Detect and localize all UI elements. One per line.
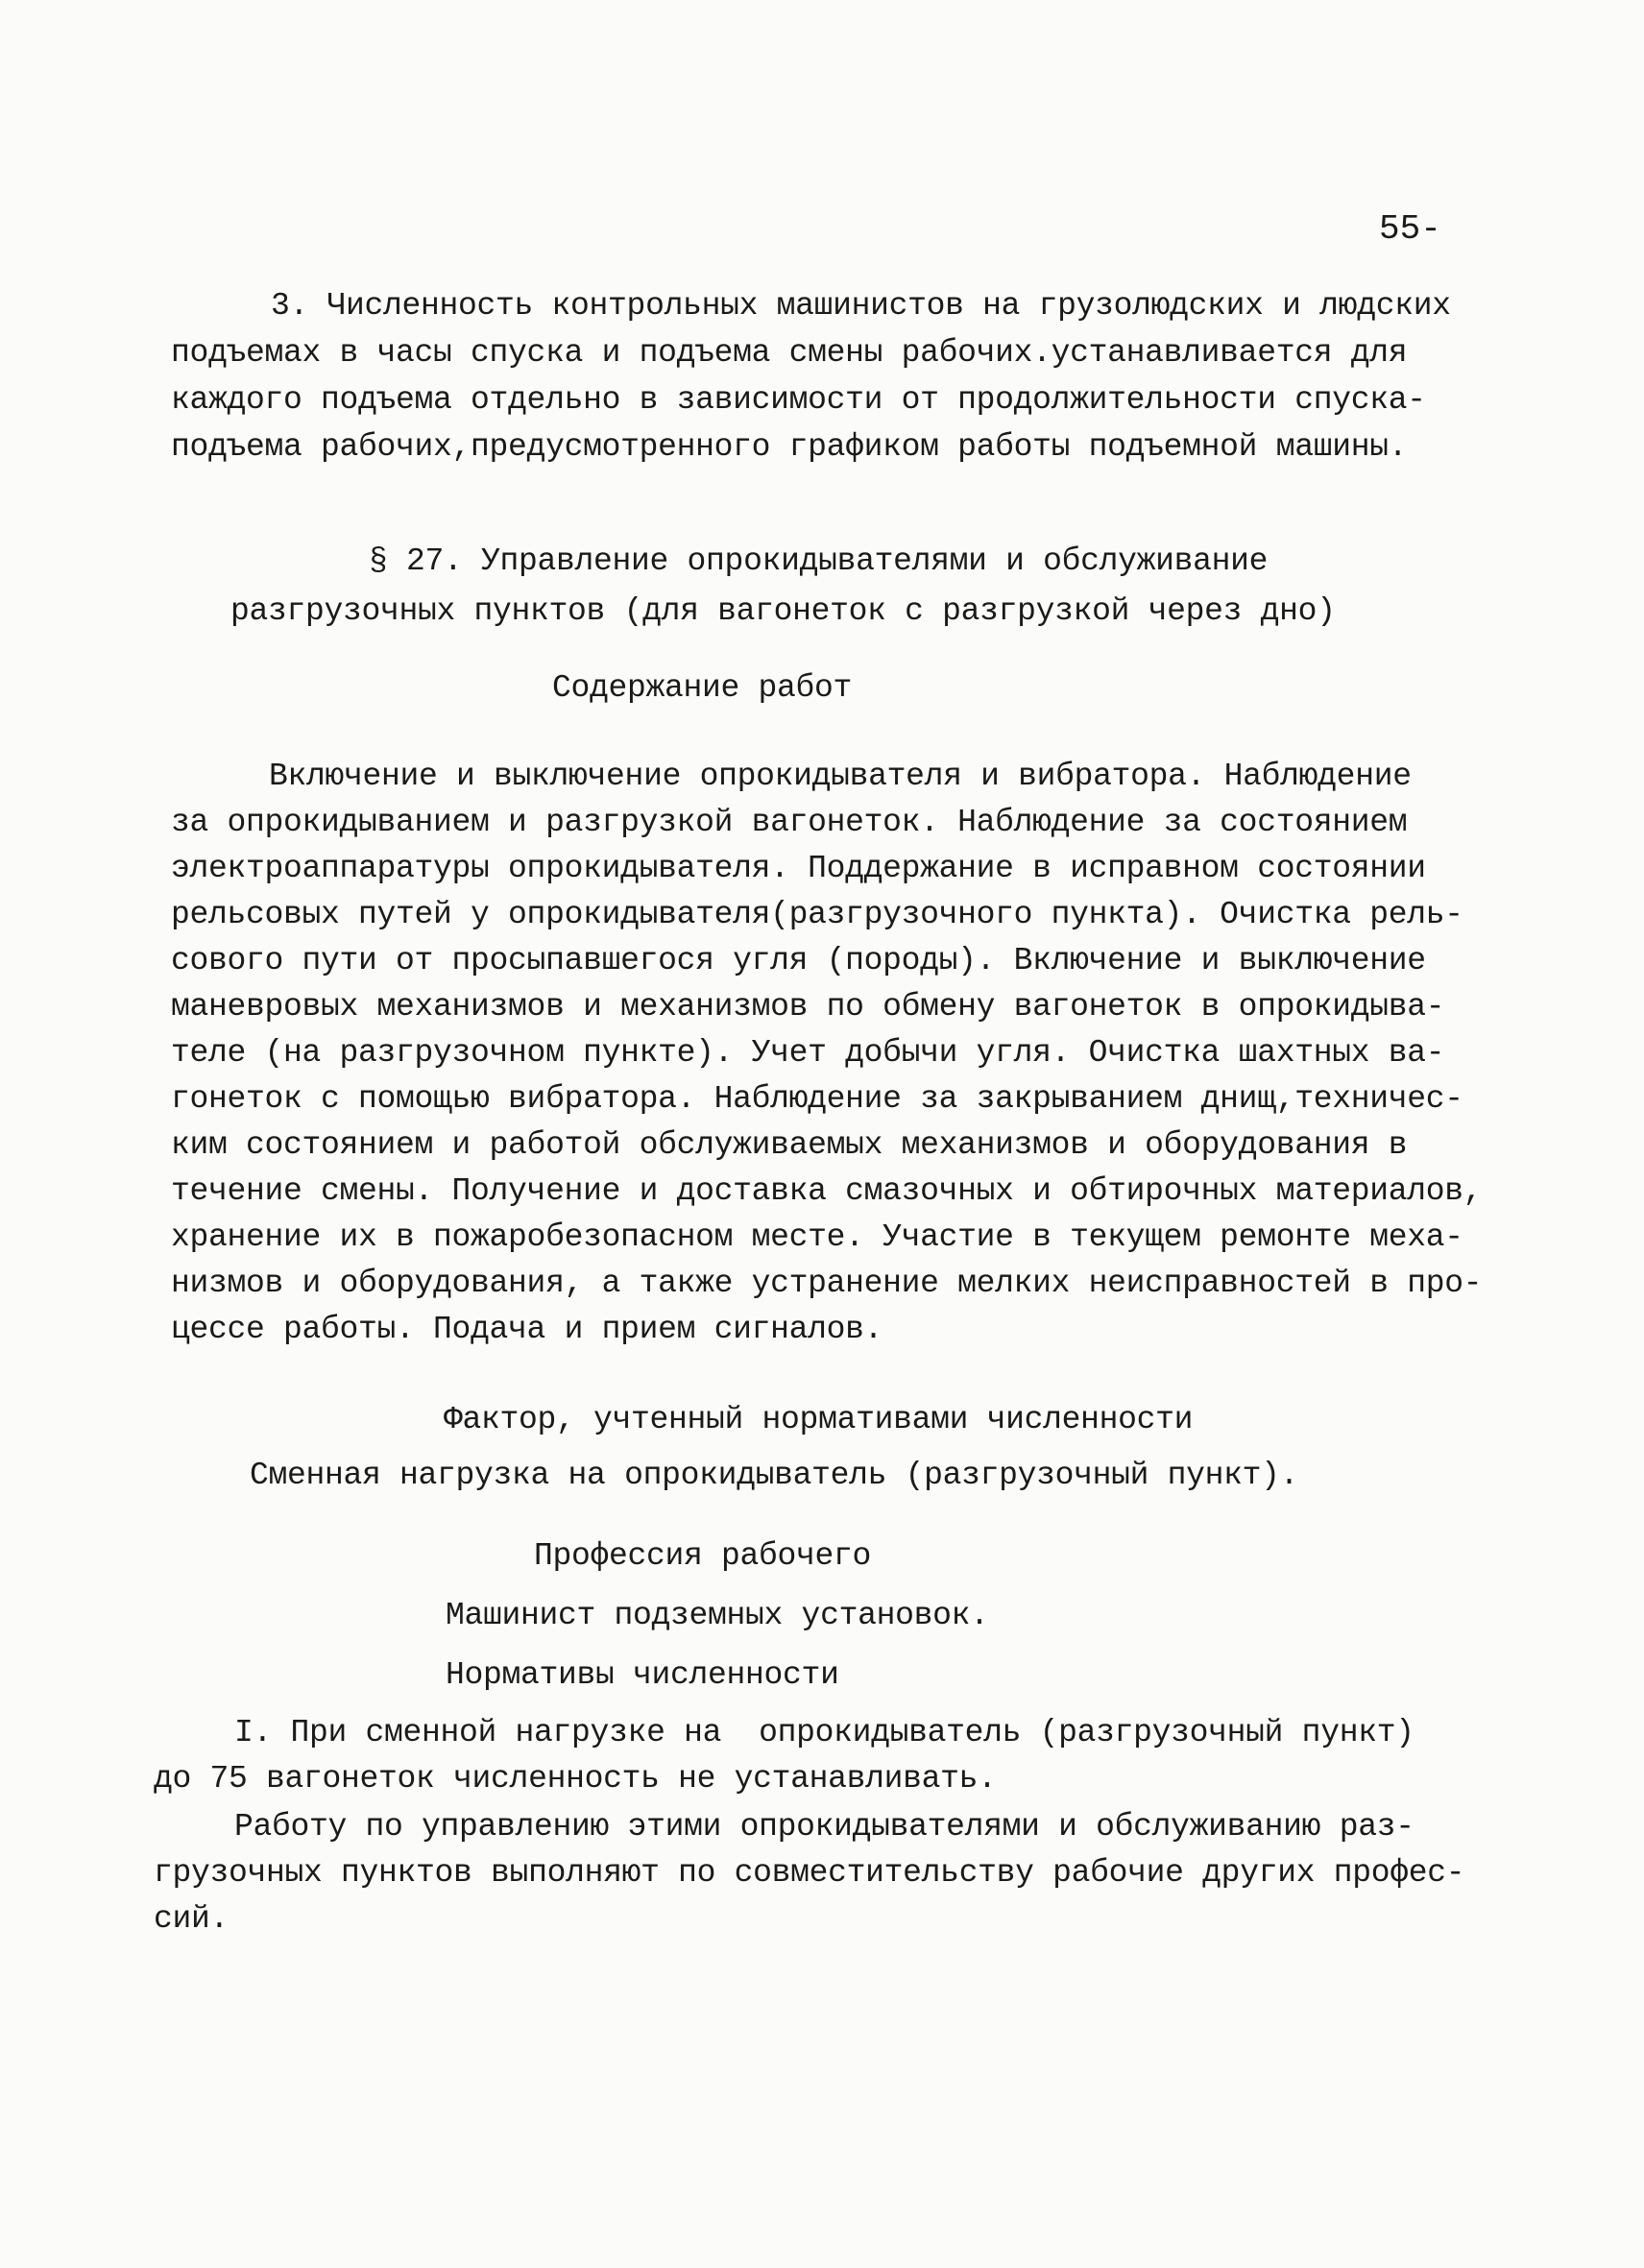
content-body-line: течение смены. Получение и доставка смазочных и обтирочных материалов, [171, 1173, 1483, 1209]
content-body-line: теле (на разгрузочном пункте). Учет добычи угля. Очистка шахтных ва- [171, 1035, 1445, 1071]
content-body-line: рельсовых путей у опрокидывателя(разгрузочного пункта). Очистка рель- [171, 897, 1463, 932]
content-body-line: ким состоянием и работой обслуживаемых механизмов и оборудования в [171, 1127, 1408, 1163]
norms-heading: Нормативы численности [446, 1657, 839, 1693]
content-body-line: за опрокидыванием и разгрузкой вагонеток. Наблюдение за состоянием [171, 805, 1408, 840]
content-body-line: хранение их в пожаробезопасном месте. Участие в текущем ремонте меха- [171, 1219, 1463, 1255]
factor-body: Сменная нагрузка на опрокидыватель (разгрузочный пункт). [250, 1458, 1299, 1493]
norm-1-line: до 75 вагонеток численность не устанавливать. [154, 1761, 997, 1797]
page-number: 55- [1379, 209, 1441, 249]
norm-note-line: грузочных пунктов выполняют по совместительству рабочие других профес- [154, 1855, 1465, 1891]
profession-heading: Профессия рабочего [534, 1538, 872, 1574]
paragraph-3-line: каждого подъема отдельно в зависимости от продолжительности спуска- [171, 382, 1426, 418]
profession-name: Машинист подземных установок. [446, 1598, 989, 1633]
norm-note-line: Работу по управлению этими опрокидывателями и обслуживанию раз- [234, 1809, 1414, 1845]
content-body-line: гонеток с помощью вибратора. Наблюдение за закрыванием днищ,техничес- [171, 1081, 1463, 1117]
content-body-line: электроаппаратуры опрокидывателя. Поддержание в исправном состоянии [171, 851, 1426, 886]
section-title-line: разгрузочных пунктов (для вагонеток с разгрузкой через дно) [230, 593, 1336, 629]
paragraph-3-line: подъемах в часы спуска и подъема смены рабочих.устанавливается для [171, 335, 1408, 371]
norm-note-line: сий. [154, 1901, 230, 1937]
paragraph-3-line: 3. Численность контрольных машинистов на грузолюдских и людских [271, 288, 1451, 324]
content-body-line: низмов и оборудования, а также устранение мелких неисправностей в про- [171, 1266, 1483, 1301]
factor-heading: Фактор, учтенный нормативами численности [444, 1402, 1194, 1437]
paragraph-3-line: подъема рабочих,предусмотренного графиком работы подъемной машины. [171, 429, 1408, 465]
content-body-line: сового пути от просыпавшегося угля (породы). Включение и выключение [171, 943, 1426, 978]
section-title-line: § 27. Управление опрокидывателями и обслуживание [369, 543, 1269, 579]
content-body-line: Включение и выключение опрокидывателя и вибратора. Наблюдение [269, 759, 1412, 794]
norm-1-line: I. При сменной нагрузке на опрокидыватель (разгрузочный пункт) [234, 1715, 1414, 1750]
content-body-line: цессе работы. Подача и прием сигналов. [171, 1312, 883, 1347]
content-body-line: маневровых механизмов и механизмов по обмену вагонеток в опрокидыва- [171, 989, 1445, 1025]
content-heading: Содержание работ [552, 670, 853, 706]
